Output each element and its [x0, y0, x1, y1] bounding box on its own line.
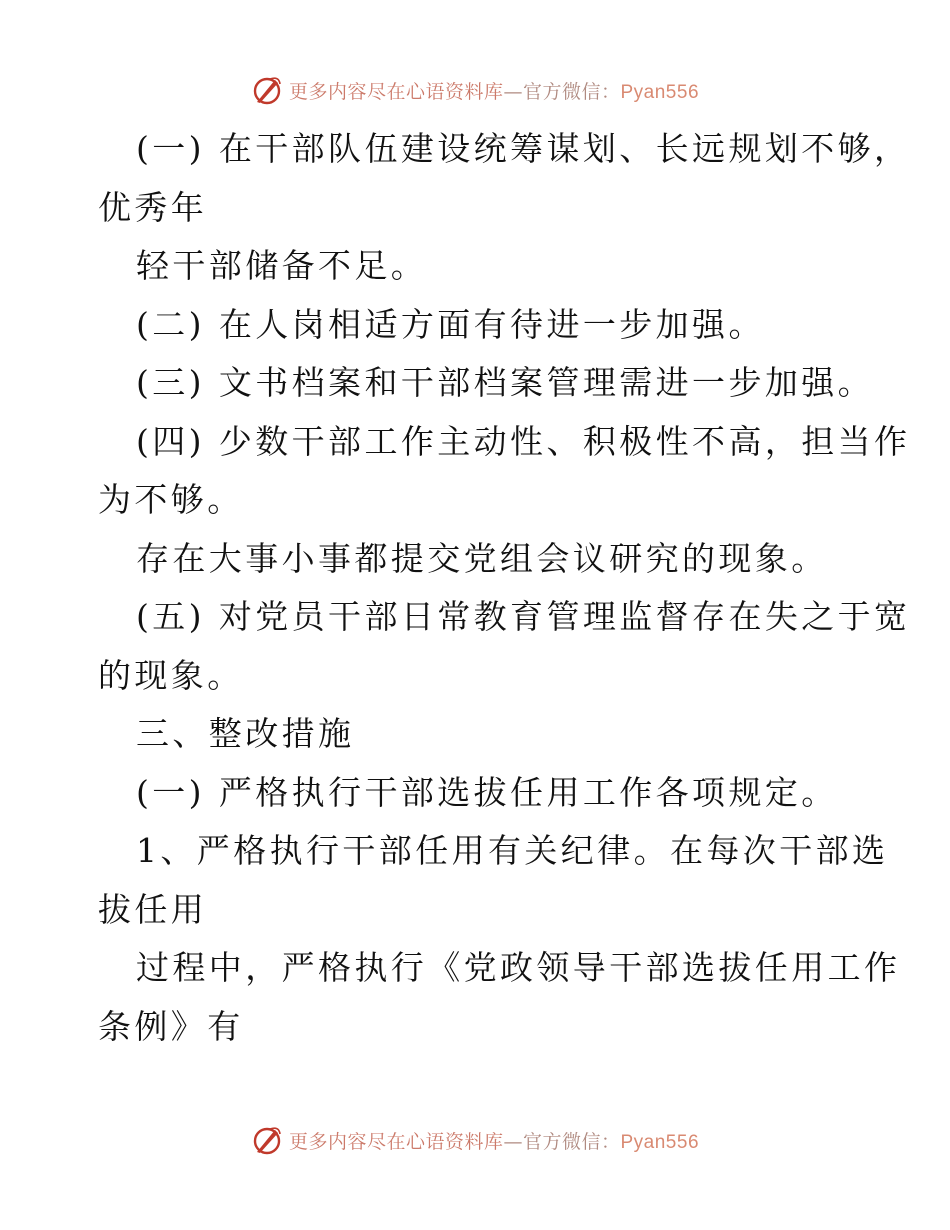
text-line: (五) 对党员干部日常教育管理监督存在失之于宽 — [136, 597, 911, 636]
text-line: 优秀年 — [98, 187, 208, 227]
watermark-main-text: 更多内容尽在心语资料库 — [288, 80, 504, 103]
watermark-dash: — — [503, 80, 523, 103]
text-line: 为不够。 — [98, 480, 244, 519]
text-line: (一) 在干部队伍建设统筹谋划、长远规划不够， — [136, 129, 911, 168]
text-line: 过程中，严格执行《党政领导干部选拔任用工作 — [136, 948, 901, 987]
watermark-official-label: 官方微信： — [522, 80, 621, 103]
text-line: 条例》有 — [98, 1006, 244, 1046]
watermark-id: Pyan556 — [620, 1131, 700, 1153]
document-body — [98, 120, 911, 1056]
text-line: 轻干部储备不足。 — [136, 246, 428, 285]
watermark-group — [251, 74, 699, 106]
text-line: (二) 在人岗相适方面有待进一步加强。 — [136, 304, 765, 344]
watermark-main-text: 更多内容尽在心语资料库 — [288, 1130, 504, 1153]
text-line: 1、严格执行干部任用有关纪律。在每次干部选 — [136, 831, 889, 870]
header-watermark — [0, 70, 950, 110]
watermark-group — [251, 1124, 699, 1156]
text-line: (三) 文书档案和干部档案管理需进一步加强。 — [136, 363, 875, 402]
watermark-text — [289, 1127, 699, 1154]
text-line: 拔任用 — [98, 889, 208, 929]
watermark-text — [289, 77, 699, 104]
watermark-official-label: 官方微信： — [522, 1130, 621, 1153]
text-line: 存在大事小事都提交党组会议研究的现象。 — [136, 538, 828, 578]
text-line: 的现象。 — [98, 655, 244, 695]
text-line: (四) 少数干部工作主动性、积极性不高，担当作 — [136, 421, 911, 461]
quill-logo-icon — [251, 1124, 283, 1156]
watermark-id: Pyan556 — [620, 81, 700, 103]
footer-watermark — [0, 1120, 950, 1160]
quill-logo-icon — [251, 74, 283, 106]
text-line: (一) 严格执行干部选拔任用工作各项规定。 — [136, 772, 838, 812]
watermark-dash: — — [503, 1130, 523, 1153]
text-line: 三、整改措施 — [136, 714, 355, 753]
